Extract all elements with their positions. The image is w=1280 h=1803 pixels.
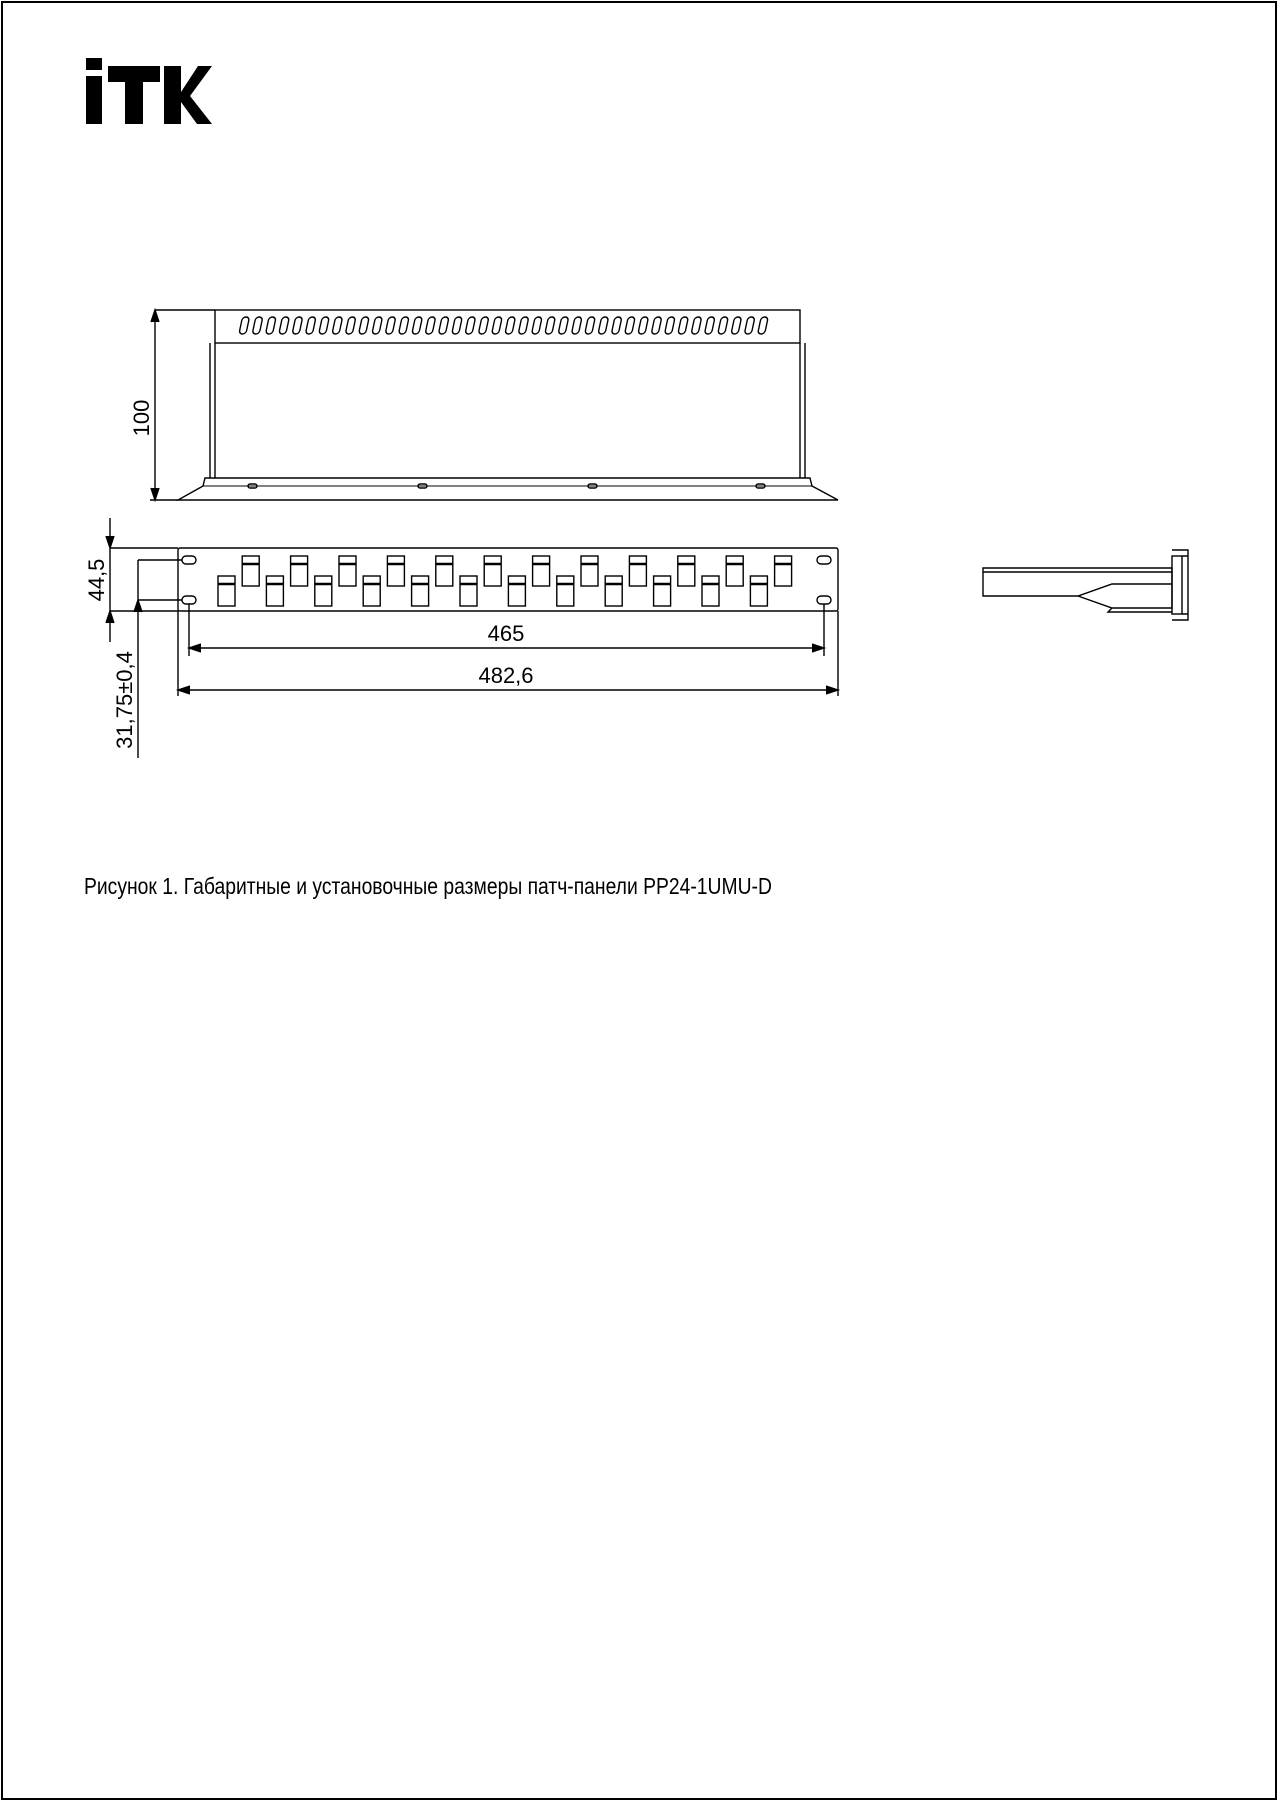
keystone-port bbox=[702, 576, 719, 606]
ventilation-slot bbox=[252, 317, 263, 334]
ventilation-slot bbox=[372, 317, 383, 334]
dim-hole-width: 465 bbox=[487, 621, 525, 646]
ventilation-slot bbox=[412, 317, 423, 334]
keystone-port bbox=[460, 576, 477, 606]
dim-hole-spacing: 31,75±0,4 bbox=[112, 651, 137, 749]
mount-hole-top-left bbox=[182, 556, 196, 564]
keystone-port bbox=[726, 556, 743, 586]
ventilation-slot bbox=[438, 317, 449, 334]
ventilation-slot bbox=[638, 317, 649, 334]
ventilation-slot bbox=[611, 317, 622, 334]
keystone-port bbox=[412, 576, 429, 606]
mount-hole-bottom-left bbox=[182, 596, 196, 604]
ventilation-slot bbox=[305, 317, 316, 334]
ventilation-slot bbox=[585, 317, 596, 334]
dim-panel-height: 44,5 bbox=[84, 558, 109, 602]
keystone-port bbox=[291, 556, 308, 586]
side-front-plate bbox=[1172, 556, 1182, 614]
keystone-port bbox=[315, 576, 332, 606]
keystone-port bbox=[266, 576, 283, 606]
ventilation-slot bbox=[678, 317, 689, 334]
top-flange bbox=[178, 478, 838, 500]
keystone-port bbox=[654, 576, 671, 606]
ventilation-slot bbox=[332, 317, 343, 334]
ventilation-slot bbox=[239, 317, 250, 334]
ventilation-slot bbox=[345, 317, 356, 334]
side-view bbox=[983, 550, 1188, 620]
keystone-port bbox=[750, 576, 767, 606]
ventilation-slot bbox=[385, 317, 396, 334]
ventilation-slot bbox=[492, 317, 503, 334]
ventilation-slot bbox=[532, 317, 543, 334]
keystone-port bbox=[533, 556, 550, 586]
keystone-port bbox=[557, 576, 574, 606]
ventilation-slot bbox=[359, 317, 370, 334]
ventilation-slot bbox=[651, 317, 662, 334]
ventilation-slot bbox=[598, 317, 609, 334]
ventilation-slot bbox=[731, 317, 742, 334]
ventilation-slot bbox=[399, 317, 410, 334]
ventilation-slot bbox=[319, 317, 330, 334]
keystone-port bbox=[339, 556, 356, 586]
top-rear-rim bbox=[215, 310, 800, 343]
keystone-port bbox=[363, 576, 380, 606]
mount-hole-top-right bbox=[817, 556, 831, 564]
ventilation-slot bbox=[718, 317, 729, 334]
keystone-port bbox=[581, 556, 598, 586]
dim-height-100: 100 bbox=[129, 399, 154, 437]
ventilation-slot bbox=[452, 317, 463, 334]
ventilation-slot bbox=[505, 317, 516, 334]
ventilation-slot bbox=[545, 317, 556, 334]
ventilation-slot bbox=[518, 317, 529, 334]
dim-overall-width: 482,6 bbox=[478, 663, 534, 688]
keystone-port bbox=[436, 556, 453, 586]
top-view bbox=[129, 310, 838, 500]
ventilation-slot bbox=[665, 317, 676, 334]
ventilation-slot bbox=[571, 317, 582, 334]
keystone-port bbox=[387, 556, 404, 586]
ventilation-slot bbox=[266, 317, 277, 334]
front-view bbox=[84, 518, 838, 758]
ventilation-slot bbox=[744, 317, 755, 334]
ventilation-slots bbox=[239, 317, 768, 334]
keystone-port bbox=[242, 556, 259, 586]
keystone-port bbox=[508, 576, 525, 606]
ventilation-slot bbox=[558, 317, 569, 334]
ventilation-slot bbox=[292, 317, 303, 334]
ventilation-slot bbox=[465, 317, 476, 334]
ventilation-slot bbox=[625, 317, 636, 334]
keystone-port bbox=[629, 556, 646, 586]
figure-caption: Рисунок 1. Габаритные и установочные размеры патч-панели PP24-1UMU-D bbox=[84, 873, 772, 899]
keystone-port bbox=[605, 576, 622, 606]
keystone-port bbox=[678, 556, 695, 586]
keystone-port bbox=[484, 556, 501, 586]
keystone-port bbox=[218, 576, 235, 606]
port-array bbox=[218, 556, 792, 606]
ventilation-slot bbox=[758, 317, 769, 334]
ventilation-slot bbox=[478, 317, 489, 334]
ventilation-slot bbox=[691, 317, 702, 334]
ventilation-slot bbox=[279, 317, 290, 334]
ventilation-slot bbox=[704, 317, 715, 334]
keystone-port bbox=[775, 556, 792, 586]
top-body-walls bbox=[210, 343, 805, 478]
ventilation-slot bbox=[425, 317, 436, 334]
mount-hole-bottom-right bbox=[817, 596, 831, 604]
